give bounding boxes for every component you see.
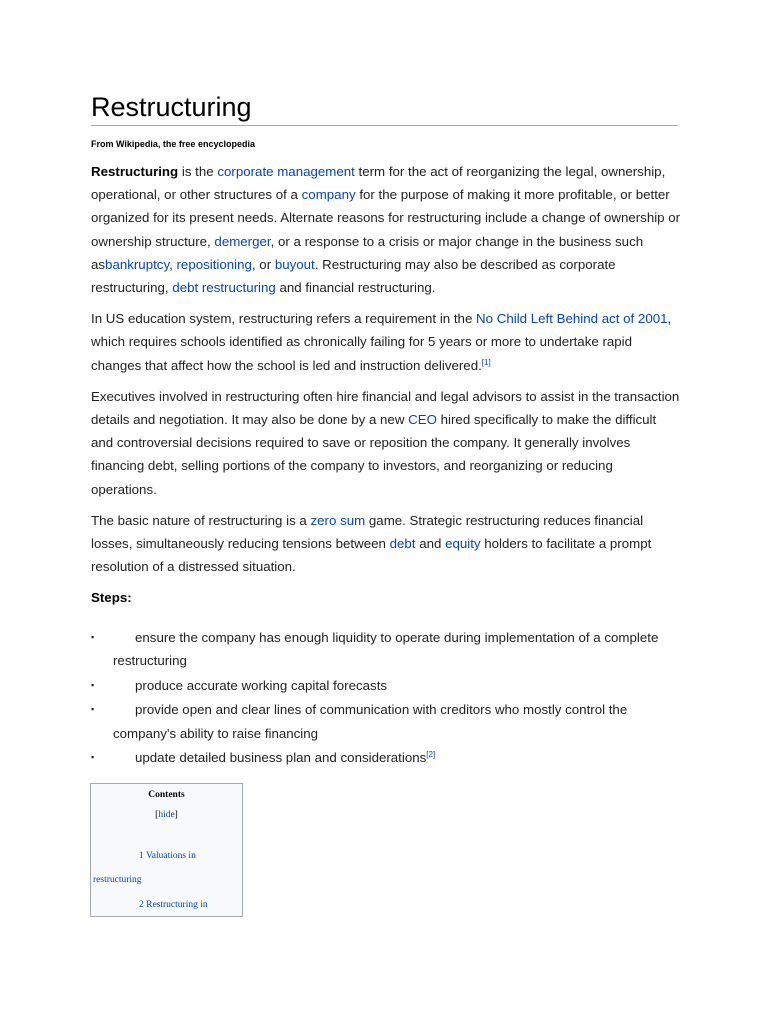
list-item [91,746,681,769]
link-company[interactable]: company [301,187,356,203]
link-corporate-management[interactable]: corporate management [217,164,355,179]
reference-2[interactable]: [2] [426,750,436,760]
article-body [91,160,681,771]
toc-item-valuations[interactable]: 1 Valuations in [139,851,196,861]
bracket: [ [155,810,159,820]
text: game. Strategic restructuring reduces financial losses, simultaneously reducing tensions between [91,512,644,552]
toc-title: Contents [148,790,185,800]
text: Executives involved in restructuring often hire financial and legal advisors to assist in the transaction details and negotiation. It may also be done by a new [91,388,680,428]
bullet-icon: ▪ [91,631,95,642]
text: for the purpose of making it more profitable, or better organized for its present needs. Alternate reasons for restructuring include a change of ownership or ownership structure, [91,187,681,249]
nature-paragraph [91,509,681,579]
text: and [415,536,446,552]
bracket: ] [174,810,178,820]
list-item [91,674,681,697]
toc-hide-link[interactable]: hide [158,810,175,820]
bullet-icon: ▪ [91,704,95,715]
link-equity[interactable]: equity [445,536,481,552]
text: In US education system, restructuring refers a requirement in the [91,311,477,327]
intro-paragraph [91,160,681,299]
executives-paragraph [91,385,681,501]
site-tagline: From Wikipedia, the free encyclopedia [91,139,255,149]
text: holders to facilitate a prompt resolution of a distressed situation. [91,536,652,575]
link-ceo[interactable]: CEO [408,412,437,428]
step-text: provide open and clear lines of communication with creditors who mostly control the company's ability to raise financing [113,702,628,741]
bullet-icon: ▪ [91,752,95,763]
text: hired specifically to make the difficult and controversial decisions required to save or reposition the company. It generally involves financing debt, selling portions of the company to investors, and reorganizing or reducing operations. [91,412,657,497]
text: . Restructuring may also be described as corporate restructuring, [91,256,616,296]
step-text: update detailed business plan and considerations [135,750,427,766]
bullet-icon: ▪ [91,679,95,690]
link-debt[interactable]: debt [389,536,416,552]
text: The basic nature of restructuring is a [91,512,311,528]
toc-item-valuations-cont[interactable]: restructuring [93,875,142,885]
text: term for the act of reorganizing the legal, ownership, operational, or other structures of a [91,164,666,203]
link-buyout[interactable]: buyout [274,256,315,272]
text: , [169,256,177,272]
link-bankruptcy[interactable]: bankruptcy [105,256,170,272]
list-item [91,626,681,672]
link-no-child-left-behind[interactable]: No Child Left Behind act of 2001 [476,311,668,327]
step-text: ensure the company has enough liquidity to operate during implementation of a complete restructuring [113,629,659,668]
text: , or a response to a crisis or major change in the business such as [91,233,644,272]
page-title: Restructuring [91,91,678,126]
text: , which requires schools identified as chronically failing for 5 years or more to undertake rapid changes that affect how the school is led and instruction delivered. [91,311,672,373]
reference-1[interactable]: [1] [481,357,491,367]
link-zero-sum[interactable]: zero sum [310,512,366,528]
step-text: produce accurate working capital forecasts [135,677,388,693]
list-item [91,698,681,744]
link-repositioning[interactable]: repositioning [176,256,252,272]
steps-heading: Steps: [91,590,132,606]
text: and financial restructuring. [275,280,436,296]
link-demerger[interactable]: demerger [214,233,271,249]
link-debt-restructuring[interactable]: debt restructuring [172,280,276,296]
toc-hide-toggle [91,810,242,820]
bold-term: Restructuring [91,164,179,179]
education-paragraph [91,307,681,377]
text: is the [178,164,218,179]
text: , or [251,256,275,272]
table-of-contents [90,783,243,917]
toc-item-restructuring-in[interactable]: 2 Restructuring in [139,900,208,910]
steps-list [91,626,681,770]
